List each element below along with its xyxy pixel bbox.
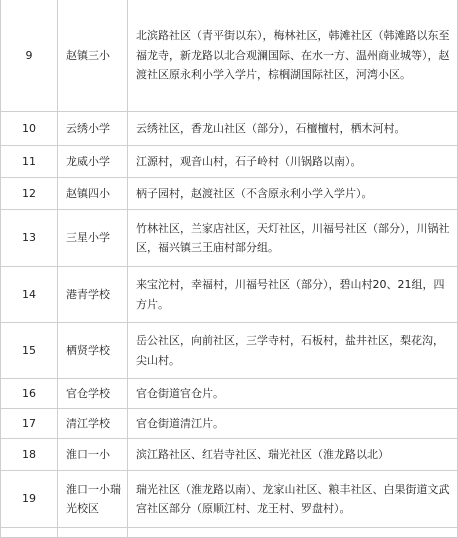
row-number: 12	[1, 178, 58, 210]
row-number: 10	[1, 112, 58, 146]
enrollment-area: 北滨路社区（青平街以东），梅林社区，韩滩社区（韩滩路以东至福龙寺，新龙路以北合观澜国际、在水一方、温州商业城等），赵渡社区原永利小学入学片，棕榈湖国际社区，河湾小区。	[128, 0, 458, 112]
school-name: 赵镇四小	[58, 178, 128, 210]
enrollment-area: 云绣社区，香龙山社区（部分），石檀檀村，栖木河村。	[128, 112, 458, 146]
row-number: 11	[1, 146, 58, 178]
table-row	[1, 267, 458, 323]
school-name: 云绣小学	[58, 112, 128, 146]
table-row	[1, 471, 458, 528]
row-number: 16	[1, 379, 58, 409]
row-number: 13	[1, 210, 58, 267]
enrollment-area: 来宝沱村，幸福村，川福号社区（部分），碧山村20、21组，四方片。	[128, 267, 458, 323]
school-name	[58, 528, 128, 538]
row-number: 18	[1, 439, 58, 471]
table-row	[1, 409, 458, 439]
row-number: 15	[1, 323, 58, 379]
school-name: 清江学校	[58, 409, 128, 439]
table-row	[1, 178, 458, 210]
table-body	[1, 0, 458, 538]
table-row	[1, 0, 458, 112]
enrollment-area: 岳公社区，向前社区，三学寺村，石板村，盐井社区，梨花沟，尖山村。	[128, 323, 458, 379]
school-name: 淮口一小瑞光校区	[58, 471, 128, 528]
school-name: 龙威小学	[58, 146, 128, 178]
school-name: 港青学校	[58, 267, 128, 323]
row-number	[1, 528, 58, 538]
enrollment-area: 官仓街道清江片。	[128, 409, 458, 439]
table-row	[1, 210, 458, 267]
enrollment-area: 柄子园村，赵渡社区（不含原永利小学入学片）。	[128, 178, 458, 210]
table-row	[1, 146, 458, 178]
enrollment-area: 官仓街道官仓片。	[128, 379, 458, 409]
row-number: 14	[1, 267, 58, 323]
table-row	[1, 439, 458, 471]
row-number: 9	[1, 0, 58, 112]
row-number: 19	[1, 471, 58, 528]
enrollment-area: 瑞光社区（淮龙路以南）、龙家山社区、粮丰社区、白果街道文武宫社区部分（原顺江村、龙王村、罗盘村）。	[128, 471, 458, 528]
school-name: 官仓学校	[58, 379, 128, 409]
table-row	[1, 323, 458, 379]
row-number: 17	[1, 409, 58, 439]
enrollment-area: 滨江路社区、红岩寺社区、瑞光社区（淮龙路以北）	[128, 439, 458, 471]
school-name: 淮口一小	[58, 439, 128, 471]
table-row	[1, 528, 458, 538]
table-row	[1, 112, 458, 146]
school-name: 赵镇三小	[58, 0, 128, 112]
table-row	[1, 379, 458, 409]
school-name: 栖贤学校	[58, 323, 128, 379]
enrollment-area	[128, 528, 458, 538]
enrollment-area: 竹林社区，兰家店社区，天灯社区，川福号社区（部分），川锅社区，福兴镇三王庙村部分组。	[128, 210, 458, 267]
school-name: 三星小学	[58, 210, 128, 267]
enrollment-area: 江源村，观音山村，石子岭村（川锅路以南）。	[128, 146, 458, 178]
